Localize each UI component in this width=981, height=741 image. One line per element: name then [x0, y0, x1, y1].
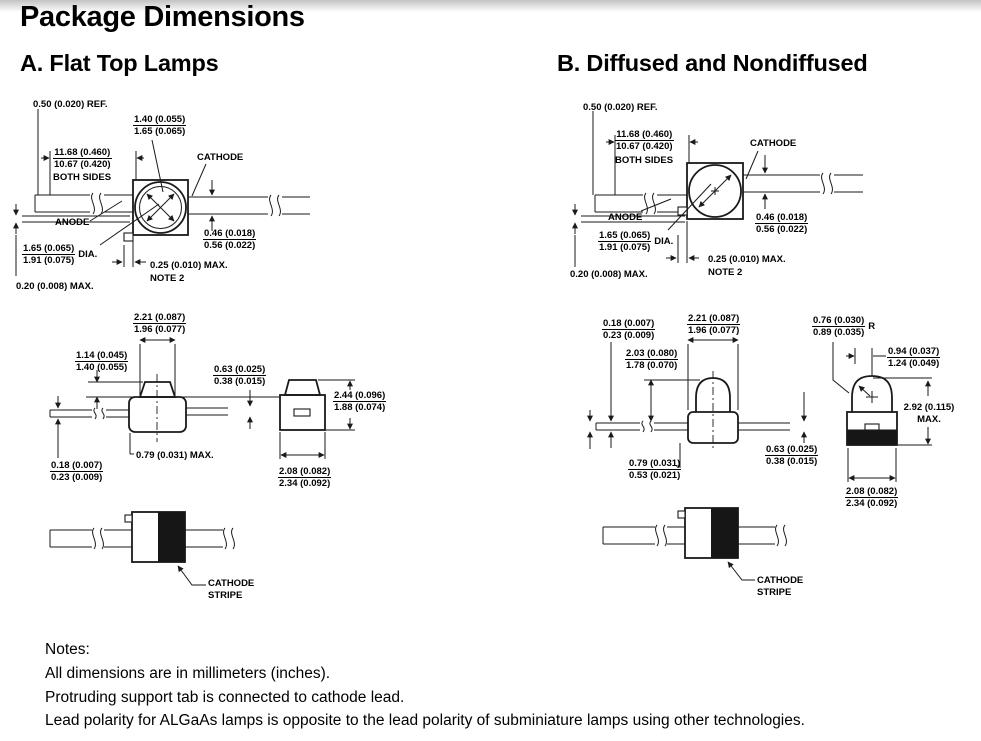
dim-lead-dia-a: 1.65 (0.065) 1.91 (0.075) DIA.: [23, 243, 98, 266]
dim-overall-height-max-word: MAX.: [917, 414, 941, 425]
dim-dome-height-b: 2.03 (0.080) 1.78 (0.070): [626, 348, 678, 371]
dim-body-width-b: 2.08 (0.082) 2.34 (0.092): [846, 486, 898, 509]
dim-lead-gauge-b: 0.18 (0.007) 0.23 (0.009): [603, 318, 655, 341]
dim-dome-a: 1.40 (0.055) 1.65 (0.065): [134, 114, 186, 137]
both-sides-label-a: BOTH SIDES: [53, 172, 112, 183]
note2-label-b: NOTE 2: [708, 267, 743, 278]
dim-body-height-a: 2.44 (0.096) 1.88 (0.074): [334, 390, 386, 413]
notes-block: [45, 638, 805, 733]
lamp-body-side: [129, 397, 186, 432]
dim-dome-radius-b: 0.76 (0.030) 0.89 (0.035) R: [813, 315, 876, 338]
dim-standoff-max-a: 0.20 (0.008) MAX.: [16, 281, 94, 292]
cathode-label-a: CATHODE: [197, 152, 244, 163]
cathode-stripe-label-a1: CATHODE: [208, 578, 255, 589]
dim-lead-gauge-a: 0.18 (0.007) 0.23 (0.009): [51, 460, 103, 483]
dim-lead-thick-side-a: 0.63 (0.025) 0.38 (0.015): [214, 364, 266, 387]
cathode-stripe-label-b1: CATHODE: [757, 575, 804, 586]
dim-lead-ref-b: 0.50 (0.020) REF.: [583, 102, 658, 113]
dim-flat-dia-a: 2.21 (0.087) 1.96 (0.077): [134, 312, 186, 335]
support-tab: [678, 511, 685, 518]
dim-lead-thick-side-b: 0.63 (0.025) 0.38 (0.015): [766, 444, 818, 467]
dim-tab-depth-max-a: 0.79 (0.031) MAX.: [136, 450, 214, 461]
cathode-stripe-label-b2: STRIPE: [757, 587, 792, 598]
support-tab: [124, 233, 133, 241]
dim-overall-height-max-b: [903, 402, 955, 426]
dim-dome-dia-b: 2.21 (0.087) 1.96 (0.077): [688, 313, 740, 336]
cathode-label-b: CATHODE: [750, 138, 797, 149]
cathode-stripe-label-a2: STRIPE: [208, 590, 243, 601]
notes-line-2: Protruding support tab is connected to cathode lead.: [45, 688, 405, 706]
dim-lead-length-b: 11.68 (0.460) 10.67 (0.420): [616, 129, 673, 152]
dim-tab-depth-b: 0.79 (0.031) 0.53 (0.021): [629, 458, 681, 481]
cathode-lead: [188, 197, 310, 214]
support-tab: [125, 515, 132, 522]
dim-lead-ref-a: 0.50 (0.020) REF.: [33, 99, 108, 110]
anode-label-b: ANODE: [608, 212, 643, 223]
flat-top: [140, 382, 175, 397]
diffused-lamp-bottom-view-drawing: [575, 495, 875, 620]
lead-right: [738, 423, 790, 430]
flat-top-lamp-bottom-view-drawing: [30, 495, 315, 615]
dim-tab-max-a: 0.25 (0.010) MAX.: [150, 260, 228, 271]
dim-overall-height-value: 2.92 (0.115): [903, 402, 955, 413]
dim-lead-dia-b: 1.65 (0.065) 1.91 (0.075) DIA.: [599, 230, 674, 253]
notes-line-3: Lead polarity for ALGaAs lamps is opposite to the lead polarity of subminiature lamps using other technologies.: [45, 712, 805, 730]
dim-dome-offset-b: 0.94 (0.037) 1.24 (0.049): [888, 346, 940, 369]
dim-flat-height-a: 1.14 (0.045) 1.40 (0.055): [76, 350, 128, 373]
anode-label-a: ANODE: [55, 217, 90, 228]
notes-heading: Notes:: [45, 641, 90, 658]
anode-lead: [595, 195, 687, 212]
page-title: Package Dimensions: [20, 1, 305, 33]
lead-right: [186, 408, 228, 415]
both-sides-label-b: BOTH SIDES: [615, 155, 674, 166]
diffused-lamp-top-view-drawing: [565, 95, 975, 295]
section-a-title: A. Flat Top Lamps: [20, 50, 219, 76]
dim-body-width-a: 2.08 (0.082) 2.34 (0.092): [279, 466, 331, 489]
note2-label-a: NOTE 2: [150, 273, 185, 284]
lead-left: [50, 410, 129, 417]
cathode-stripe: [712, 509, 738, 557]
dim-tab-max-b: 0.25 (0.010) MAX.: [708, 254, 786, 265]
dim-lead-length-a: 11.68 (0.460) 10.67 (0.420): [54, 147, 111, 170]
notes-line-1: All dimensions are in millimeters (inches).: [45, 664, 331, 682]
dim-lead-thick-a: 0.46 (0.018) 0.56 (0.022): [204, 228, 256, 251]
dim-lead-thick-b: 0.46 (0.018) 0.56 (0.022): [756, 212, 808, 235]
dim-standoff-max-b: 0.20 (0.008) MAX.: [570, 269, 648, 280]
cathode-stripe: [159, 513, 185, 561]
body-band: [848, 430, 896, 444]
section-b-title: B. Diffused and Nondiffused: [557, 50, 868, 76]
cathode-lead: [743, 175, 863, 192]
